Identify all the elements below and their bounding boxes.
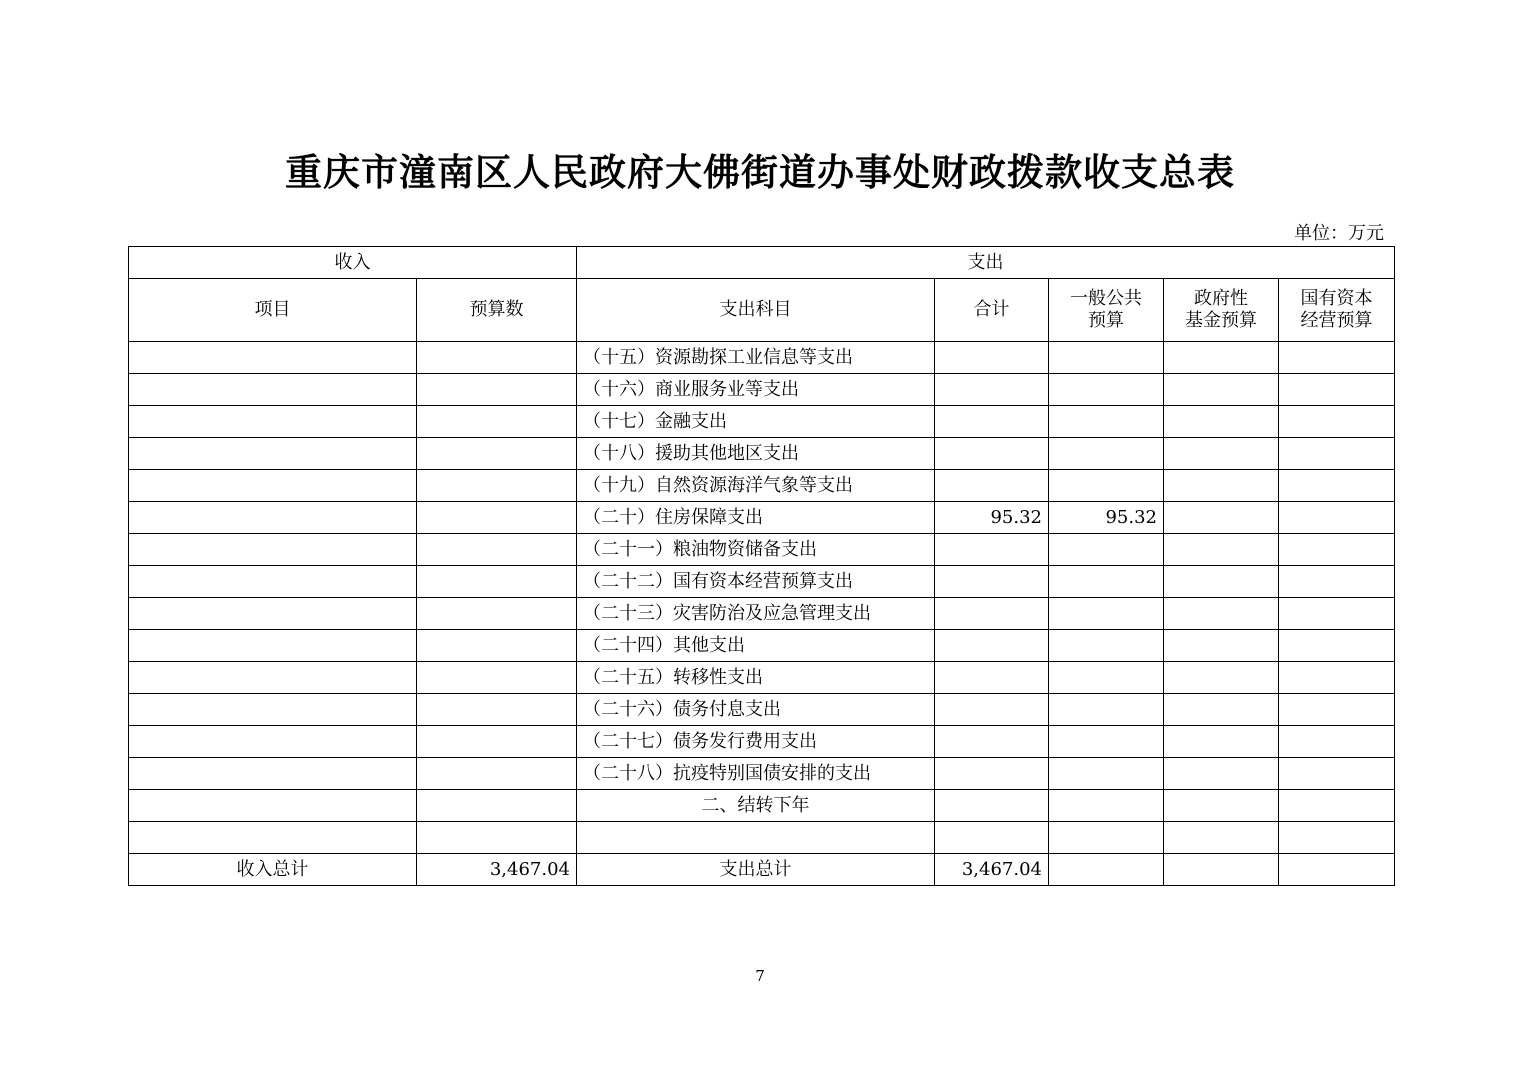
total-cell <box>935 694 1049 726</box>
expense-total-label: 支出总计 <box>577 854 935 886</box>
fund-cell <box>1164 790 1279 822</box>
capital-cell <box>1279 726 1395 758</box>
total-cell <box>935 534 1049 566</box>
general-cell <box>1049 534 1164 566</box>
subject-cell: （二十）住房保障支出 <box>577 502 935 534</box>
fund-cell <box>1164 694 1279 726</box>
amount-cell <box>417 630 577 662</box>
subject-cell: （十六）商业服务业等支出 <box>577 374 935 406</box>
income-header: 收入 <box>129 247 577 279</box>
capital-cell <box>1279 534 1395 566</box>
budget-amount-header: 预算数 <box>417 279 577 342</box>
table-row <box>129 438 1395 470</box>
table-row <box>129 342 1395 374</box>
item-cell <box>129 438 417 470</box>
fund-cell <box>1164 822 1279 854</box>
total-cell <box>935 726 1049 758</box>
expense-header: 支出 <box>577 247 1395 279</box>
table-row <box>129 790 1395 822</box>
page-title: 重庆市潼南区人民政府大佛街道办事处财政拨款收支总表 <box>285 151 1235 194</box>
fund-cell <box>1164 566 1279 598</box>
capital-cell <box>1279 790 1395 822</box>
general-cell <box>1049 374 1164 406</box>
general-cell <box>1049 342 1164 374</box>
item-cell <box>129 470 417 502</box>
subject-cell: （二十一）粮油物资储备支出 <box>577 534 935 566</box>
subject-cell: 二、结转下年 <box>577 790 935 822</box>
general-total-cell <box>1049 854 1164 886</box>
amount-cell <box>417 470 577 502</box>
table-row <box>129 630 1395 662</box>
amount-cell <box>417 342 577 374</box>
fund-cell <box>1164 758 1279 790</box>
fund-cell <box>1164 726 1279 758</box>
fund-cell <box>1164 406 1279 438</box>
expense-total-value: 3,467.04 <box>935 854 1049 886</box>
general-cell <box>1049 630 1164 662</box>
subject-cell: （二十八）抗疫特别国债安排的支出 <box>577 758 935 790</box>
expense-subject-header: 支出科目 <box>577 279 935 342</box>
general-cell <box>1049 470 1164 502</box>
capital-cell <box>1279 502 1395 534</box>
capital-cell <box>1279 342 1395 374</box>
income-total-label: 收入总计 <box>129 854 417 886</box>
amount-cell <box>417 406 577 438</box>
general-cell <box>1049 662 1164 694</box>
table-row <box>129 566 1395 598</box>
item-cell <box>129 502 417 534</box>
amount-cell <box>417 534 577 566</box>
general-cell <box>1049 726 1164 758</box>
capital-cell <box>1279 598 1395 630</box>
fund-cell <box>1164 662 1279 694</box>
fund-cell <box>1164 598 1279 630</box>
header-row-sub <box>129 279 1395 342</box>
subject-cell: （二十四）其他支出 <box>577 630 935 662</box>
table-row <box>129 598 1395 630</box>
totals-row <box>129 854 1395 886</box>
total-cell <box>935 470 1049 502</box>
fund-cell <box>1164 534 1279 566</box>
total-cell <box>935 406 1049 438</box>
table-row <box>129 470 1395 502</box>
gov-fund-budget-header: 政府性 基金预算 <box>1164 279 1279 342</box>
amount-cell <box>417 662 577 694</box>
total-cell <box>935 790 1049 822</box>
amount-cell <box>417 694 577 726</box>
amount-cell <box>417 822 577 854</box>
table-row <box>129 822 1395 854</box>
general-public-budget-header: 一般公共 预算 <box>1049 279 1164 342</box>
amount-cell <box>417 598 577 630</box>
capital-cell <box>1279 374 1395 406</box>
unit-label: 单位：万元 <box>1294 223 1384 244</box>
general-cell <box>1049 598 1164 630</box>
table-row <box>129 758 1395 790</box>
fund-total-cell <box>1164 854 1279 886</box>
general-cell <box>1049 566 1164 598</box>
general-cell <box>1049 758 1164 790</box>
item-cell <box>129 662 417 694</box>
general-cell: 95.32 <box>1049 502 1164 534</box>
item-cell <box>129 694 417 726</box>
total-cell <box>935 822 1049 854</box>
item-cell <box>129 342 417 374</box>
fund-cell <box>1164 438 1279 470</box>
total-cell <box>935 598 1049 630</box>
item-header: 项目 <box>129 279 417 342</box>
amount-cell <box>417 790 577 822</box>
item-cell <box>129 566 417 598</box>
capital-cell <box>1279 694 1395 726</box>
subject-cell: （十九）自然资源海洋气象等支出 <box>577 470 935 502</box>
fund-cell <box>1164 502 1279 534</box>
header-row-top <box>129 247 1395 279</box>
item-cell <box>129 630 417 662</box>
subject-cell: （二十七）债务发行费用支出 <box>577 726 935 758</box>
capital-cell <box>1279 438 1395 470</box>
general-cell <box>1049 822 1164 854</box>
capital-cell <box>1279 470 1395 502</box>
capital-cell <box>1279 566 1395 598</box>
table-row <box>129 502 1395 534</box>
item-cell <box>129 726 417 758</box>
item-cell <box>129 758 417 790</box>
table-row <box>129 662 1395 694</box>
budget-table <box>128 246 1395 886</box>
table-row <box>129 726 1395 758</box>
subject-cell: （二十五）转移性支出 <box>577 662 935 694</box>
subject-cell: （十八）援助其他地区支出 <box>577 438 935 470</box>
general-cell <box>1049 438 1164 470</box>
total-cell <box>935 630 1049 662</box>
total-cell <box>935 662 1049 694</box>
amount-cell <box>417 374 577 406</box>
general-cell <box>1049 790 1164 822</box>
item-cell <box>129 406 417 438</box>
state-capital-budget-header: 国有资本 经营预算 <box>1279 279 1395 342</box>
total-cell: 95.32 <box>935 502 1049 534</box>
capital-cell <box>1279 758 1395 790</box>
table-row <box>129 374 1395 406</box>
capital-total-cell <box>1279 854 1395 886</box>
subject-cell: （十七）金融支出 <box>577 406 935 438</box>
capital-cell <box>1279 822 1395 854</box>
table-row <box>129 534 1395 566</box>
amount-cell <box>417 758 577 790</box>
general-cell <box>1049 694 1164 726</box>
total-cell <box>935 342 1049 374</box>
fund-cell <box>1164 374 1279 406</box>
item-cell <box>129 790 417 822</box>
fund-cell <box>1164 342 1279 374</box>
capital-cell <box>1279 630 1395 662</box>
amount-cell <box>417 438 577 470</box>
subject-cell <box>577 822 935 854</box>
subject-cell: （二十六）债务付息支出 <box>577 694 935 726</box>
page-number: 7 <box>755 967 765 985</box>
subject-cell: （十五）资源勘探工业信息等支出 <box>577 342 935 374</box>
total-cell <box>935 438 1049 470</box>
amount-cell <box>417 726 577 758</box>
subject-cell: （二十二）国有资本经营预算支出 <box>577 566 935 598</box>
total-cell <box>935 374 1049 406</box>
item-cell <box>129 534 417 566</box>
capital-cell <box>1279 406 1395 438</box>
fund-cell <box>1164 470 1279 502</box>
total-cell <box>935 566 1049 598</box>
total-cell <box>935 758 1049 790</box>
fund-cell <box>1164 630 1279 662</box>
table-row <box>129 406 1395 438</box>
item-cell <box>129 598 417 630</box>
item-cell <box>129 822 417 854</box>
item-cell <box>129 374 417 406</box>
general-cell <box>1049 406 1164 438</box>
income-total-value: 3,467.04 <box>417 854 577 886</box>
amount-cell <box>417 566 577 598</box>
capital-cell <box>1279 662 1395 694</box>
subject-cell: （二十三）灾害防治及应急管理支出 <box>577 598 935 630</box>
total-header: 合计 <box>935 279 1049 342</box>
amount-cell <box>417 502 577 534</box>
table-row <box>129 694 1395 726</box>
